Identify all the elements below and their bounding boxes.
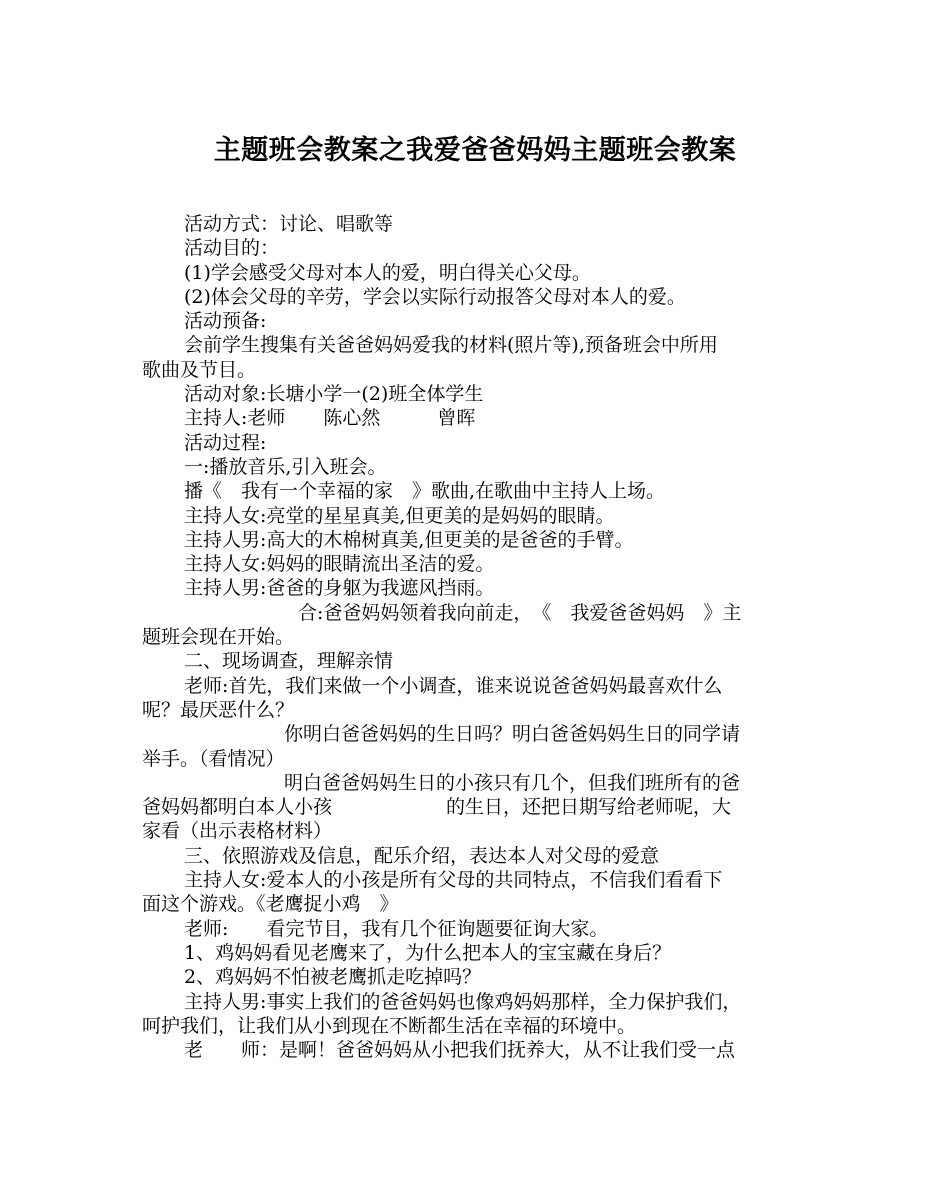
text-line: 面这个游戏。《老鹰捉小鸡 》 [142, 893, 399, 916]
text-line: 举手。（看情况） [142, 747, 285, 770]
text-line: 歌曲及节目。 [142, 358, 257, 381]
text-line: 一:播放音乐,引入班会。 [184, 455, 387, 478]
text-line: 老师:首先，我们来做一个小调查，谁来说说爸爸妈妈最喜欢什么 [184, 674, 723, 697]
text-line: 活动对象:长塘小学一(2)班全体学生 [184, 383, 484, 406]
text-line: 主持人女:爱本人的小孩是所有父母的共同特点，不信我们看看下 [184, 869, 723, 892]
text-line: 主持人女:亮堂的星星真美,但更美的是妈妈的眼睛。 [184, 504, 615, 527]
text-line: (1)学会感受父母对本人的爱，明白得关心父母。 [184, 261, 591, 284]
text-line: 主持人女:妈妈的眼睛流出圣洁的爱。 [184, 553, 495, 576]
text-line: 会前学生搜集有关爸爸妈妈爱我的材料(照片等),预备班会中所用 [184, 334, 718, 357]
text-line: 活动方式：讨论、唱歌等 [184, 213, 394, 235]
text-line: 主持人男:事实上我们的爸爸妈妈也像鸡妈妈那样，全力保护我们， [184, 990, 742, 1013]
text-line: 活动过程: [184, 431, 267, 454]
text-line: 主持人:老师 陈心然 曾晖 [184, 407, 476, 430]
text-line: 呢？最厌恶什么？ [142, 698, 295, 721]
text-line: 题班会现在开始。 [142, 626, 295, 649]
text-line: 主持人男:高大的木棉树真美,但更美的是爸爸的手臂。 [184, 528, 634, 551]
text-line: 三、依照游戏及信息，配乐介绍，表达本人对父母的爱意 [184, 844, 660, 867]
text-line: 2、鸡妈妈不怕被老鹰抓走吃掉吗？ [184, 966, 482, 989]
text-line: 呵护我们，让我们从小到现在不断都生活在幸福的环境中。 [142, 1014, 637, 1037]
text-line: 活动目的： [184, 237, 280, 260]
text-line: 明白爸爸妈妈生日的小孩只有几个，但我们班所有的爸 [284, 771, 741, 794]
text-line: 主持人男:爸爸的身躯为我遮风挡雨。 [184, 577, 495, 600]
text-line: 老 师：是啊！爸爸妈妈从小把我们抚养大，从不让我们受一点 [184, 1039, 736, 1062]
text-line: 二、现场调查，理解亲情 [184, 650, 394, 673]
text-line: 家看（出示表格材料） [142, 820, 333, 843]
document-body [142, 212, 822, 1062]
text-line: 你明白爸爸妈妈的生日吗？明白爸爸妈妈生日的同学请 [284, 723, 741, 746]
text-line: 合:爸爸妈妈领着我向前走， 《 我爱爸爸妈妈 》主 [298, 601, 742, 624]
text-line: 播《 我有一个幸福的家 》歌曲,在歌曲中主持人上场。 [184, 480, 666, 503]
document-title: 主题班会教案之我爱爸爸妈妈主题班会教案 [213, 135, 737, 166]
text-line: (2)体会父母的辛劳，学会以实际行动报答父母对本人的爱。 [184, 285, 686, 308]
text-line: 老师: 看完节目，我有几个征询题要征询大家。 [184, 917, 609, 940]
text-line: 活动预备: [184, 310, 267, 333]
text-line: 爸妈妈都明白本人小孩 的生日，还把日期写给老师呢，大 [142, 796, 732, 819]
text-line: 1、鸡妈妈看见老鹰来了，为什么把本人的宝宝藏在身后？ [184, 941, 672, 964]
